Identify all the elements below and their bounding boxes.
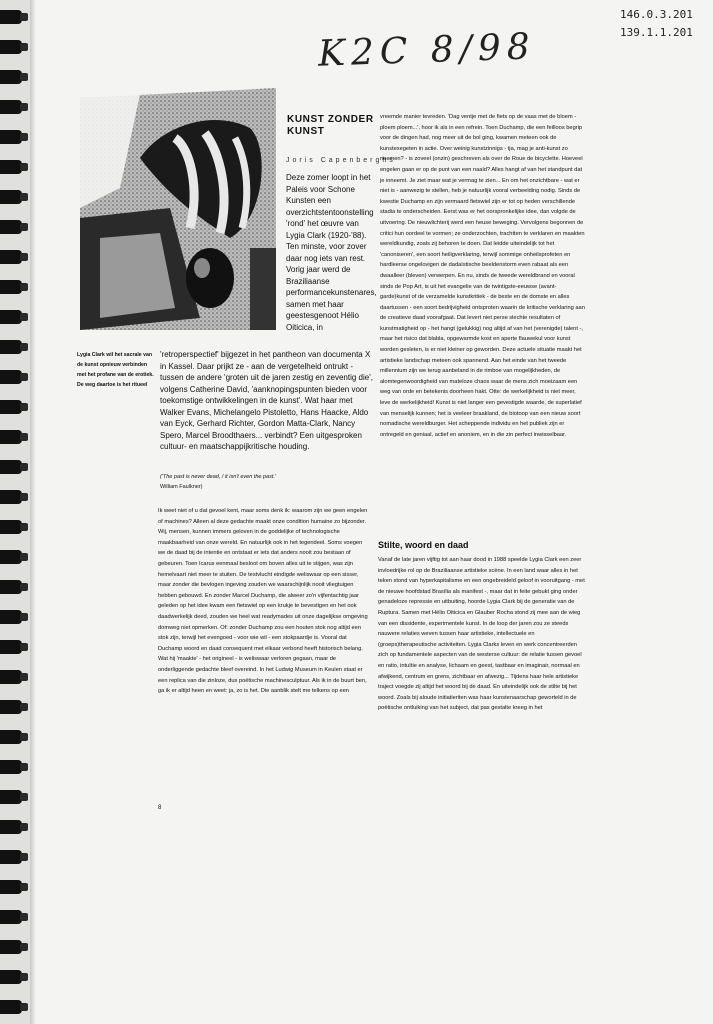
binding-coil bbox=[0, 130, 22, 144]
binding-coil bbox=[0, 400, 22, 414]
binding-coil bbox=[0, 220, 22, 234]
binding-coil bbox=[0, 760, 22, 774]
binding-coil bbox=[0, 910, 22, 924]
handwritten-title: K2C 8/98 bbox=[317, 26, 537, 75]
binding-coil bbox=[0, 730, 22, 744]
binding-coil bbox=[0, 430, 22, 444]
binding-coil bbox=[0, 850, 22, 864]
binding-coil bbox=[0, 40, 22, 54]
epigraph-author: William Faulkner) bbox=[160, 484, 203, 490]
reference-number-2: 139.1.1.201 bbox=[620, 26, 693, 39]
binding-coil bbox=[0, 970, 22, 984]
lead-paragraph: Deze zomer loopt in het Paleis voor Schone Kunsten een overzichtstentoonstelling 'rond' het œuvre van Lygia Clark (1920-'88). Ten minste, voor zover daar nog iets van rest. Vorig jaar werd de Braziliaanse performancekunstenares, samen met haar geestesgenoot Hélio Oiticica, in bbox=[286, 173, 377, 332]
binding-coil bbox=[0, 250, 22, 264]
body-paragraph-2: vreemde manier tevreden. 'Dag ventje met de fiets op de vaas met de bloem - ploem ploem...', hoor ik als in een refrein. Toen Duchamp, die een feilloos begrip voor de dingen had, nog meer uit de bol ging, kwamen meteen ook de kunstexegeten in actie. Over weinig kunstzinnigs - tja, mag je anti-kunst zo noemen? - is zoveel (onzin) geschreven als over de Roue de bicyclette. Hoeveel engelen gaan er op de punt van een naald? Alles hangt af van het standpunt dat je inneemt. Je ziet maar wat je vermag te zien... En om het onzichtbare - wat er niet is - aanwezig te stellen, heb je natuurlijk vooral verbeelding nodig. Sinds de kwestie Duchamp en zijn vermaard fietswiel zijn er tot op heden verschillende stadia te onderscheiden. Eerst was er het oorspronkelijke idee, dan volgde de uitvoering. De nieuwlichterij werd een heuse beweging. Vervolgens begonnen de critici hun oordeel te vormen; ze onderzochten, trachtten te verklaren en maakten wereldkundig, zoals zij behoren te doen. Dat leidde uiteindelijk tot het 'canoniseren', een soort heiligverklaring, terwijl sommige onheilsprofeten en hardleerse ongelovigen de dadaïstische beeldenstorm even rabaat als een dwaalleer (bleven) verwerpen. En nu, sinds de tweede wereldbrand en vooral sinds de Pop Art, is uit het evangelie van de twintigste-eeuwse (avant-garde)kunst of de verzamelde kunstkritiek - de beste en de domste en alles daartussen - een soort bedrijvigheid ontsproten waarin de kritische verklaring aan de creatieve daad voorafgaat. Dat levert niet perse slechte resultaten of kunstmatigheid op - het hangt (gelukkig) nog altijd af van het (verenigde) talent -, maar het risico dat blabla, opgewarmde kost en aperte flauwekul voor kunst worden gesleten, is er niet kleiner op geworden. Deze actuele situatie maakt het artistieke landschap meteen ook spannend. Aan het einde van het tweede millennium zijn we terug aanbeland in de rimboe van mogelijkheden, de alomtegenwoordigheid van mateloze chaos waar de mens zich moeizaam een weg van orde en betekenis doorheen hakt. Otte: de werkelijkheid is niet meer, leve de werkelijkheid! Kunst is niet langer een gevestigde waarde, de superlatief van menselijk kunnen; het is veeleer braakland, de biotoop van een nieuw soort nomadische wereldburger. Het scheppende individu en het publiek zijn er ontregeld en geniaal, actief en anoniem, en in die zin perfect inwisselbaar. bbox=[380, 114, 585, 438]
body-paragraph-3: Vanaf de late jaren vijftig tot aan haar dood in 1988 speelde Lygia Clark een zeer invloedrijke rol op de Braziliaanse artistieke scène. In een land waar alles in het teken stond van hyperkapitalisme en een ongebreideld geloof in vooruitgang - met de nieuwe hoofdstad Brasília als manifest -, maar dat in feite gebukt ging onder genadeloze repressie en uitbuiting, hoorde Lygia Clark bij de generatie van de Ruptura. Samen met Hélio Oiticica en Glauber Rocha stond zij mee aan de wieg van een dissidente, experimentele kunst. In de loop der jaren zou ze steeds nauwere relaties weven tussen haar artistieke, intellectuele en (groeps)therapeutische activiteiten. Lygia Clarks leven en werk concentreerden zich op fundamentele aspecten van de westerse cultuur: de relatie tussen gevoel en ratio, intuïtie en analyse, lichaam en geest, tastbaar en imaginair, normaal en afwijkend, centrum en grens, zichtbaar en afwezig... Tijdens haar hele artistieke traject voegde zij altijd het woord bij de daad. En uiteindelijk ook de stilte bij het woord. Zoals bij aloude initiatieriten was haar kunstenaarschap geworteld in de poëtische ontluiking van het subject, dat pas gestalte kreeg in het bbox=[378, 557, 585, 712]
binding-coil bbox=[0, 310, 22, 324]
binding-coil bbox=[0, 550, 22, 564]
epigraph-quote: ('The past is never dead, / it isn't even the past.' bbox=[160, 474, 276, 480]
binding-coil bbox=[0, 190, 22, 204]
binding-coil bbox=[0, 820, 22, 834]
binding-coil bbox=[0, 100, 22, 114]
article-author: Joris Capenberghs bbox=[286, 157, 396, 164]
body-column-1 bbox=[158, 506, 368, 697]
binding-coil bbox=[0, 340, 22, 354]
binding-coil bbox=[0, 880, 22, 894]
binding-coil bbox=[0, 10, 22, 24]
binding-coil bbox=[0, 580, 22, 594]
article-photo bbox=[80, 68, 276, 330]
article-headline: KUNST ZONDER KUNST bbox=[287, 114, 374, 137]
photo-illustration bbox=[80, 68, 276, 330]
binding-coil bbox=[0, 370, 22, 384]
binding-coil bbox=[0, 940, 22, 954]
page-edge-shadow bbox=[30, 0, 36, 1024]
binding-coil bbox=[0, 700, 22, 714]
body-paragraph-1: Ik weet niet of u dat gevoel kent, maar soms denk ik: waarom zijn we geen engelen of machines? Alleen al deze gedachte maakt onze condition humaine zo bijzonder. Wij, mensen, kunnen immers geloven in de goddelijke of technologische maakbaarheid van onze wereld. En natuurlijk ook in het tegendeel. Soms voegen we de daad bij de intentie en ontstaat er iets dat anders nooit zou bestaan of gebeuren. Toen Icarus eenmaal besloot om boven alles uit te stijgen, was zijn hemelvaart niet meer te stuiten. De testvlucht eindigde weliswaar op een sisser, maar zonder die bevlogen ingeving zouden we waarschijnlijk nooit vliegtuigen hebben gebouwd. En zonder Marcel Duchamp, die alweer zo'n vijfentachtig jaar geleden op het idee kwam een fietswiel op een krukje te bevestigen en het ook daadwerkelijk deed, zouden we heel wat readymades uit onze dagelijkse omgeving domweg niet opmerken. Of: zonder Duchamp zou een houten stok nog altijd een stok zijn, terwijl het evengoed - voor wie wil - een stokpaardje is. Vooral dat Duchamp woord en daad consequent met elkaar verbond heeft historisch belang. Wat hij 'maakte' - het origineel - is weliswaar verloren gegaan, maar de onderliggende gedachte bleef overeind. In het Ludwig Museum in Keulen staat er een replica van die zinloze, dus poëtische machinesculptuur. Als ik in de buurt ben, ga ik er altijd heen en weet: ja, zo is het. Die aanblik stelt me telkens op een bbox=[158, 508, 368, 695]
binding-coil bbox=[0, 160, 22, 174]
section-subheading: Stilte, woord en daad bbox=[378, 540, 469, 550]
binding-coil bbox=[0, 610, 22, 624]
binding-coil bbox=[0, 70, 22, 84]
photo-caption: Lygia Clark wil het sacrale van de kunst opnieuw verbinden met het profane van de erotiek. De weg daartoe is het ritueel bbox=[77, 352, 154, 388]
spiral-binding bbox=[0, 0, 30, 1024]
binding-coil bbox=[0, 280, 22, 294]
binding-coil bbox=[0, 520, 22, 534]
epigraph bbox=[160, 472, 360, 492]
binding-coil bbox=[0, 1000, 22, 1014]
binding-coil bbox=[0, 460, 22, 474]
article-lead bbox=[286, 172, 378, 344]
body-column-2 bbox=[380, 112, 586, 440]
reference-number-1: 146.0.3.201 bbox=[620, 8, 693, 21]
article-lead-continued: 'retroperspectief' bijgezet in het pantheon van documenta X in Kassel. Daar prijkt ze - aan de vergetelheid ontrukt - tussen de andere 'groten uit de jaren zestig en zeventig die', volgens Catherine David, 'aanknopingspunten bieden voor toekomstige ontwikkelingen in de kunst'. Wat haar met Walker Evans, Michelangelo Pistoletto, Hans Haacke, Aldo van Eyck, Gerhard Richter, Gordon Matta-Clark, Nancy Spero, Marcel Broodthaers... verbindt? Een uitgesproken cultuur- en maatschappijkritische houding. bbox=[160, 350, 373, 451]
body-column-2-section bbox=[378, 555, 586, 714]
binding-coil bbox=[0, 640, 22, 654]
page-number: 8 bbox=[158, 805, 162, 811]
binding-coil bbox=[0, 670, 22, 684]
binding-coil bbox=[0, 790, 22, 804]
binding-coil bbox=[0, 490, 22, 504]
